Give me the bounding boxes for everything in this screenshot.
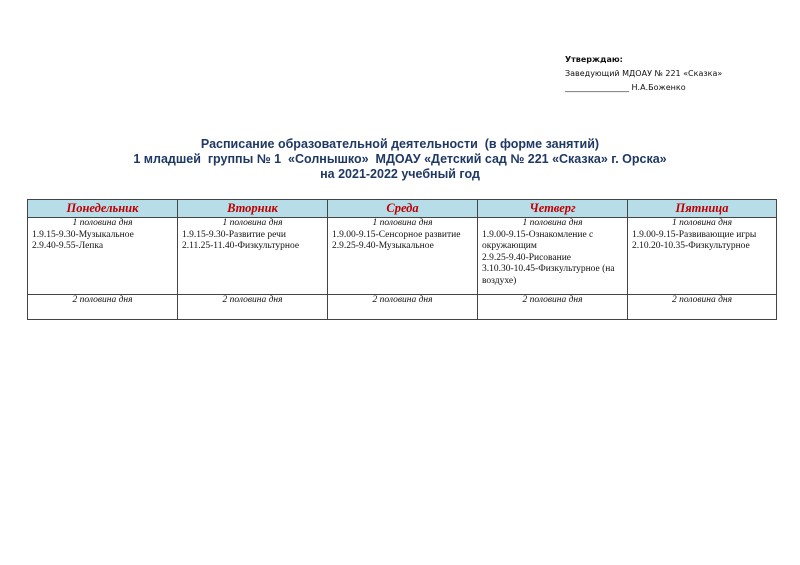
lesson-item: 1.9.00-9.15-Ознакомление с окружающим bbox=[482, 229, 594, 251]
friday-morning-cell bbox=[628, 218, 777, 295]
approval-title: Утверждаю: bbox=[565, 55, 623, 64]
half-day-label: 1 половина дня bbox=[72, 218, 133, 228]
tuesday-morning-cell bbox=[178, 218, 328, 295]
monday-morning-cell bbox=[28, 218, 178, 295]
lesson-item: 1.9.00-9.15-Сенсорное развитие bbox=[332, 229, 461, 240]
document-heading bbox=[0, 137, 800, 182]
schedule-table bbox=[27, 199, 777, 320]
lesson-item: 1.9.15-9.30-Развитие речи bbox=[182, 229, 286, 240]
lesson-item: 2.9.25-9.40-Рисование bbox=[482, 252, 571, 263]
half-day-label: 1 половина дня bbox=[372, 218, 433, 228]
day-header-wednesday: Среда bbox=[328, 200, 478, 218]
day-header-thursday: Четверг bbox=[478, 200, 628, 218]
evening-row bbox=[28, 295, 777, 320]
lesson-item: 1.9.15-9.30-Музыкальное bbox=[32, 229, 134, 240]
lesson-item: 2.10.20-10.35-Физкультурное bbox=[632, 241, 750, 251]
monday-evening-cell bbox=[28, 295, 178, 320]
lesson-item: 1.9.00-9.15-Развивающие игры bbox=[632, 229, 757, 240]
approval-position: Заведующий МДОАУ № 221 «Сказка» bbox=[565, 69, 723, 78]
heading-line-2: 1 младшей группы № 1 «Солнышко» МДОАУ «Детский сад № 221 «Сказка» г. Орска» bbox=[133, 152, 667, 166]
half-day-label: 1 половина дня bbox=[671, 218, 733, 228]
wednesday-morning-cell bbox=[328, 218, 478, 295]
header-row bbox=[28, 200, 777, 218]
lesson-item: 2.11.25-11.40-Физкультурное bbox=[182, 241, 300, 251]
approval-block bbox=[565, 53, 722, 95]
wednesday-evening-cell bbox=[328, 295, 478, 320]
day-header-friday: Пятница bbox=[628, 200, 777, 218]
half-day-label: 1 половина дня bbox=[222, 218, 283, 228]
thursday-morning-cell bbox=[478, 218, 628, 295]
morning-row bbox=[28, 218, 777, 295]
lesson-item: 2.9.25-9.40-Музыкальное bbox=[332, 241, 434, 251]
half-day-label: 2 половина дня bbox=[671, 295, 733, 305]
half-day-label: 1 половина дня bbox=[522, 218, 583, 228]
day-header-tuesday: Вторник bbox=[178, 200, 328, 218]
heading-line-3: на 2021-2022 учебный год bbox=[320, 167, 480, 181]
tuesday-evening-cell bbox=[178, 295, 328, 320]
approval-signature: ________________ Н.А.Боженко bbox=[565, 83, 686, 92]
half-day-label: 2 половина дня bbox=[372, 295, 433, 305]
half-day-label: 2 половина дня bbox=[522, 295, 583, 305]
heading-line-1: Расписание образовательной деятельности (в форме занятий) bbox=[200, 137, 600, 151]
day-header-monday: Понедельник bbox=[28, 200, 178, 218]
thursday-evening-cell bbox=[478, 295, 628, 320]
friday-evening-cell bbox=[628, 295, 777, 320]
lesson-item: 3.10.30-10.45-Физкультурное (на воздухе) bbox=[482, 264, 615, 286]
lesson-item: 2.9.40-9.55-Лепка bbox=[32, 241, 104, 251]
half-day-label: 2 половина дня bbox=[222, 295, 283, 305]
half-day-label: 2 половина дня bbox=[72, 295, 133, 305]
